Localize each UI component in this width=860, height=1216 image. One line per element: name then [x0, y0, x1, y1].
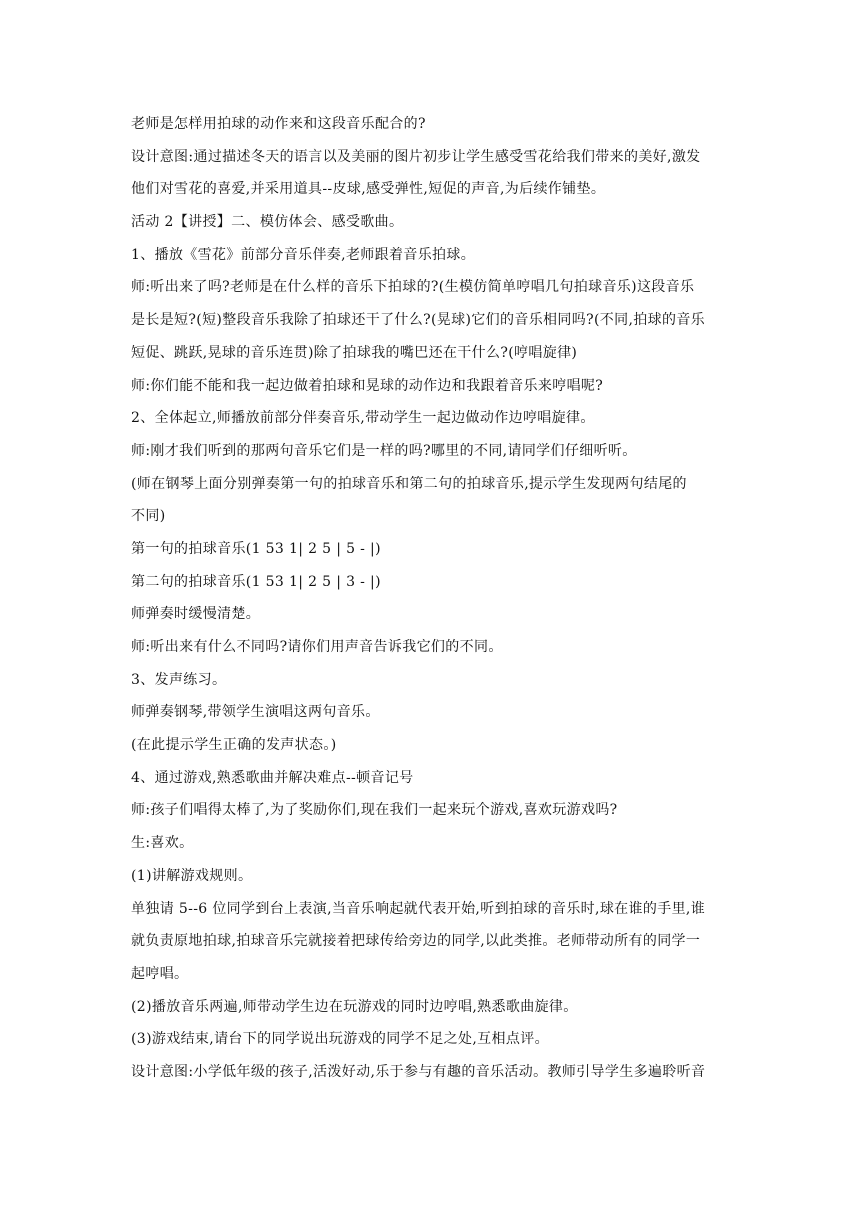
text-line: (3)游戏结束,请台下的同学说出玩游戏的同学不足之处,互相点评。: [131, 1031, 549, 1048]
text-line: 师:听出来了吗?老师是在什么样的音乐下拍球的?(生模仿简单哼唱几句拍球音乐)这段音乐: [131, 279, 695, 296]
text-line: 他们对雪花的喜爱,并采用道具--皮球,感受弹性,短促的声音,为后续作铺垫。: [131, 181, 606, 198]
text-line: 师:你们能不能和我一起边做着拍球和晃球的动作边和我跟着音乐来哼唱呢?: [131, 377, 604, 394]
text-line: 第二句的拍球音乐(1 53 1| 2 5 | 3 - |): [131, 573, 381, 590]
text-line: 生:喜欢。: [131, 835, 194, 852]
text-line: 师:孩子们唱得太棒了,为了奖励你们,现在我们一起来玩个游戏,喜欢玩游戏吗?: [131, 802, 618, 819]
text-line: 就负责原地拍球,拍球音乐完就接着把球传给旁边的同学,以此类推。老师带动所有的同学一: [131, 933, 701, 950]
text-line: 是长是短?(短)整段音乐我除了拍球还干了什么?(晃球)它们的音乐相同吗?(不同,拍球的音乐: [131, 312, 706, 329]
text-line: 设计意图:通过描述冬天的语言以及美丽的图片初步让学生感受雪花给我们带来的美好,激发: [131, 148, 701, 165]
text-line: 不同): [131, 508, 166, 525]
text-line: 短促、跳跃,晃球的音乐连贯)除了拍球我的嘴巴还在干什么?(哼唱旋律): [131, 344, 578, 361]
text-line: 师:刚才我们听到的那两句音乐它们是一样的吗?哪里的不同,请同学们仔细听听。: [131, 442, 637, 459]
text-line: (在此提示学生正确的发声状态。): [131, 737, 337, 754]
text-line: (1)讲解游戏规则。: [131, 867, 253, 884]
document-body: [131, 108, 731, 1089]
text-line: (师在钢琴上面分别弹奏第一句的拍球音乐和第二句的拍球音乐,提示学生发现两句结尾的: [131, 475, 687, 492]
text-line: 设计意图:小学低年级的孩子,活泼好动,乐于参与有趣的音乐活动。教师引导学生多遍聆听音: [131, 1063, 706, 1080]
text-line: 师弹奏时缓慢清楚。: [131, 606, 261, 623]
text-line: 1、播放《雪花》前部分音乐伴奏,老师跟着音乐拍球。: [131, 246, 476, 263]
text-line: 起哼唱。: [131, 965, 189, 982]
text-line: 2、全体起立,师播放前部分伴奏音乐,带动学生一起边做动作边哼唱旋律。: [131, 410, 595, 427]
text-line: 第一句的拍球音乐(1 53 1| 2 5 | 5 - |): [131, 540, 381, 557]
text-line: (2)播放音乐两遍,师带动学生边在玩游戏的同时边哼唱,熟悉歌曲旋律。: [131, 998, 578, 1015]
text-line: 3、发声练习。: [131, 671, 227, 688]
text-line: 单独请 5--6 位同学到台上表演,当音乐响起就代表开始,听到拍球的音乐时,球在谁的手里,谁: [131, 900, 706, 917]
text-line: 师:听出来有什么不同吗?请你们用声音告诉我它们的不同。: [131, 639, 503, 655]
text-line: 师弹奏钢琴,带领学生演唱这两句音乐。: [131, 704, 380, 721]
text-line: 4、通过游戏,熟悉歌曲并解决难点--顿音记号: [131, 769, 414, 786]
text-line: 老师是怎样用拍球的动作来和这段音乐配合的?: [131, 116, 426, 132]
text-line: 活动 2【讲授】二、模仿体会、感受歌曲。: [131, 214, 404, 231]
